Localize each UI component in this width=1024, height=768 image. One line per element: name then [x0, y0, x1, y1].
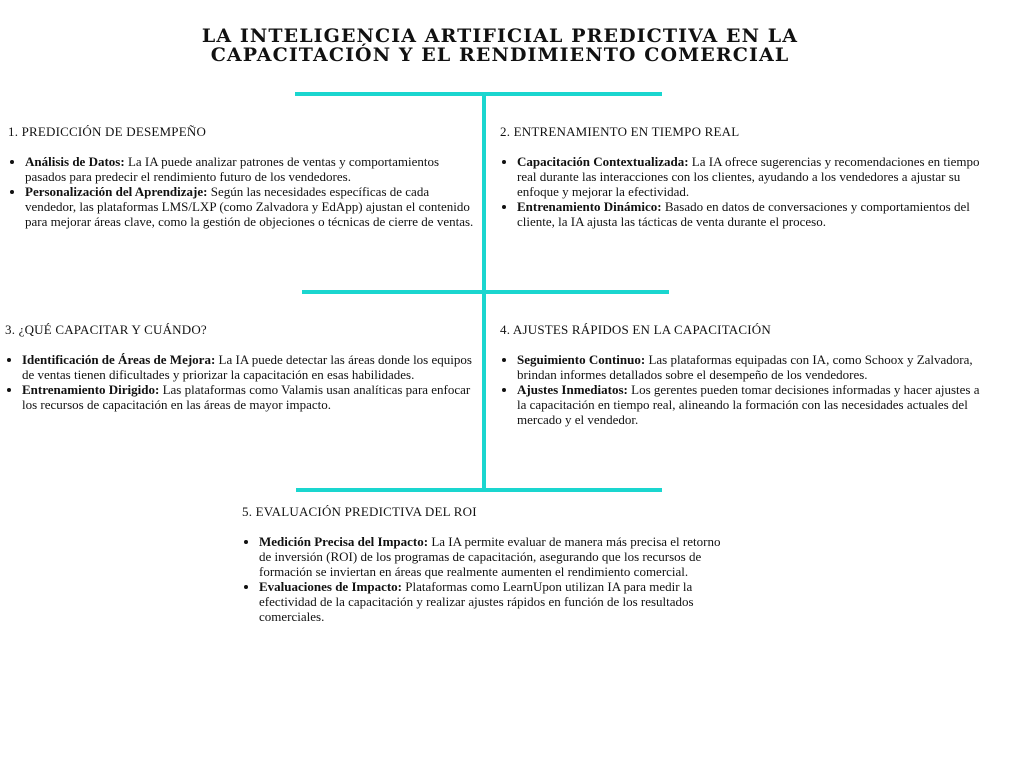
list-item [517, 352, 990, 382]
bottom-horizontal-divider [296, 488, 662, 492]
bullet-list [5, 352, 475, 412]
item-term: Evaluaciones de Impacto: [259, 579, 402, 594]
item-text: Basado en datos de conversaciones y comportamientos del cliente, la IA ajusta las tácticas de venta durante el proceso. [517, 199, 970, 229]
item-text: Plataformas como LearnUpon utilizan IA para medir la efectividad de la capacitación y realizar ajustes rápidos en función de los resultados comerciales. [259, 579, 694, 624]
section-prediccion-desempeno [8, 124, 478, 229]
item-text: La IA ofrece sugerencias y recomendaciones en tiempo real durante las interacciones con los clientes, ayudando a los vendedores a ajustar su enfoque y mejorar la efectividad. [517, 154, 980, 199]
section-evaluacion-roi [242, 504, 732, 624]
list-item [517, 154, 990, 199]
list-item [25, 184, 478, 229]
list-item [22, 382, 475, 412]
list-item [259, 579, 732, 624]
item-text: La IA permite evaluar de manera más precisa el retorno de inversión (ROI) de los programas de capacitación, asegurando que los recursos de formación se inviertan en áreas que realmente aumenten el rendimiento comercial. [259, 534, 721, 579]
bullet-list [500, 154, 990, 229]
item-term: Seguimiento Continuo: [517, 352, 646, 367]
list-item [517, 382, 990, 427]
item-term: Ajustes Inmediatos: [517, 382, 628, 397]
section-heading: 2. ENTRENAMIENTO EN TIEMPO REAL [500, 124, 740, 139]
section-entrenamiento-tiempo-real [500, 124, 990, 229]
vertical-divider [482, 94, 486, 490]
item-term: Entrenamiento Dirigido: [22, 382, 160, 397]
list-item [22, 352, 475, 382]
section-que-capacitar-cuando [5, 322, 475, 412]
bullet-list [500, 352, 990, 427]
item-term: Identificación de Áreas de Mejora: [22, 352, 216, 367]
bullet-list [242, 534, 732, 624]
page-title-line-1: LA INTELIGENCIA ARTIFICIAL PREDICTIVA EN LA [201, 25, 799, 47]
list-item [259, 534, 732, 579]
section-heading: 5. EVALUACIÓN PREDICTIVA DEL ROI [242, 504, 477, 519]
section-heading: 3. ¿QUÉ CAPACITAR Y CUÁNDO? [5, 322, 207, 337]
top-horizontal-divider [295, 92, 662, 96]
item-text: Las plataformas como Valamis usan analíticas para enfocar los recursos de capacitación en las áreas de mayor impacto. [22, 382, 471, 412]
item-term: Personalización del Aprendizaje: [25, 184, 208, 199]
section-heading: 1. PREDICCIÓN DE DESEMPEÑO [8, 124, 207, 139]
page-title-line-2: CAPACITACIÓN Y EL RENDIMIENTO COMERCIAL [210, 44, 790, 66]
item-text: Según las necesidades específicas de cada vendedor, las plataformas LMS/LXP (como Zalvadora y EdApp) ajustan el contenido para mejorar áreas clave, como la gestión de objeciones o técnicas de cierre de ventas. [25, 184, 474, 229]
item-text: Los gerentes pueden tomar decisiones informadas y hacer ajustes a la capacitación en tiempo real, alineando la formación con las necesidades actuales del mercado y el vendedor. [517, 382, 980, 427]
item-term: Entrenamiento Dinámico: [517, 199, 662, 214]
item-term: Capacitación Contextualizada: [517, 154, 689, 169]
list-item [517, 199, 990, 229]
page-title [170, 27, 830, 65]
item-term: Medición Precisa del Impacto: [259, 534, 429, 549]
section-heading: 4. AJUSTES RÁPIDOS EN LA CAPACITACIÓN [500, 322, 771, 337]
item-term: Análisis de Datos: [25, 154, 125, 169]
list-item [25, 154, 478, 184]
bullet-list [8, 154, 478, 229]
section-ajustes-rapidos [500, 322, 990, 427]
item-text: Las plataformas equipadas con IA, como Schoox y Zalvadora, brindan informes detallados sobre el desempeño de los vendedores. [517, 352, 973, 382]
item-text: La IA puede detectar las áreas donde los equipos de ventas tienen dificultades y priorizar la capacitación en esas habilidades. [22, 352, 472, 382]
item-text: La IA puede analizar patrones de ventas y comportamientos pasados para predecir el rendimiento futuro de los vendedores. [25, 154, 440, 184]
